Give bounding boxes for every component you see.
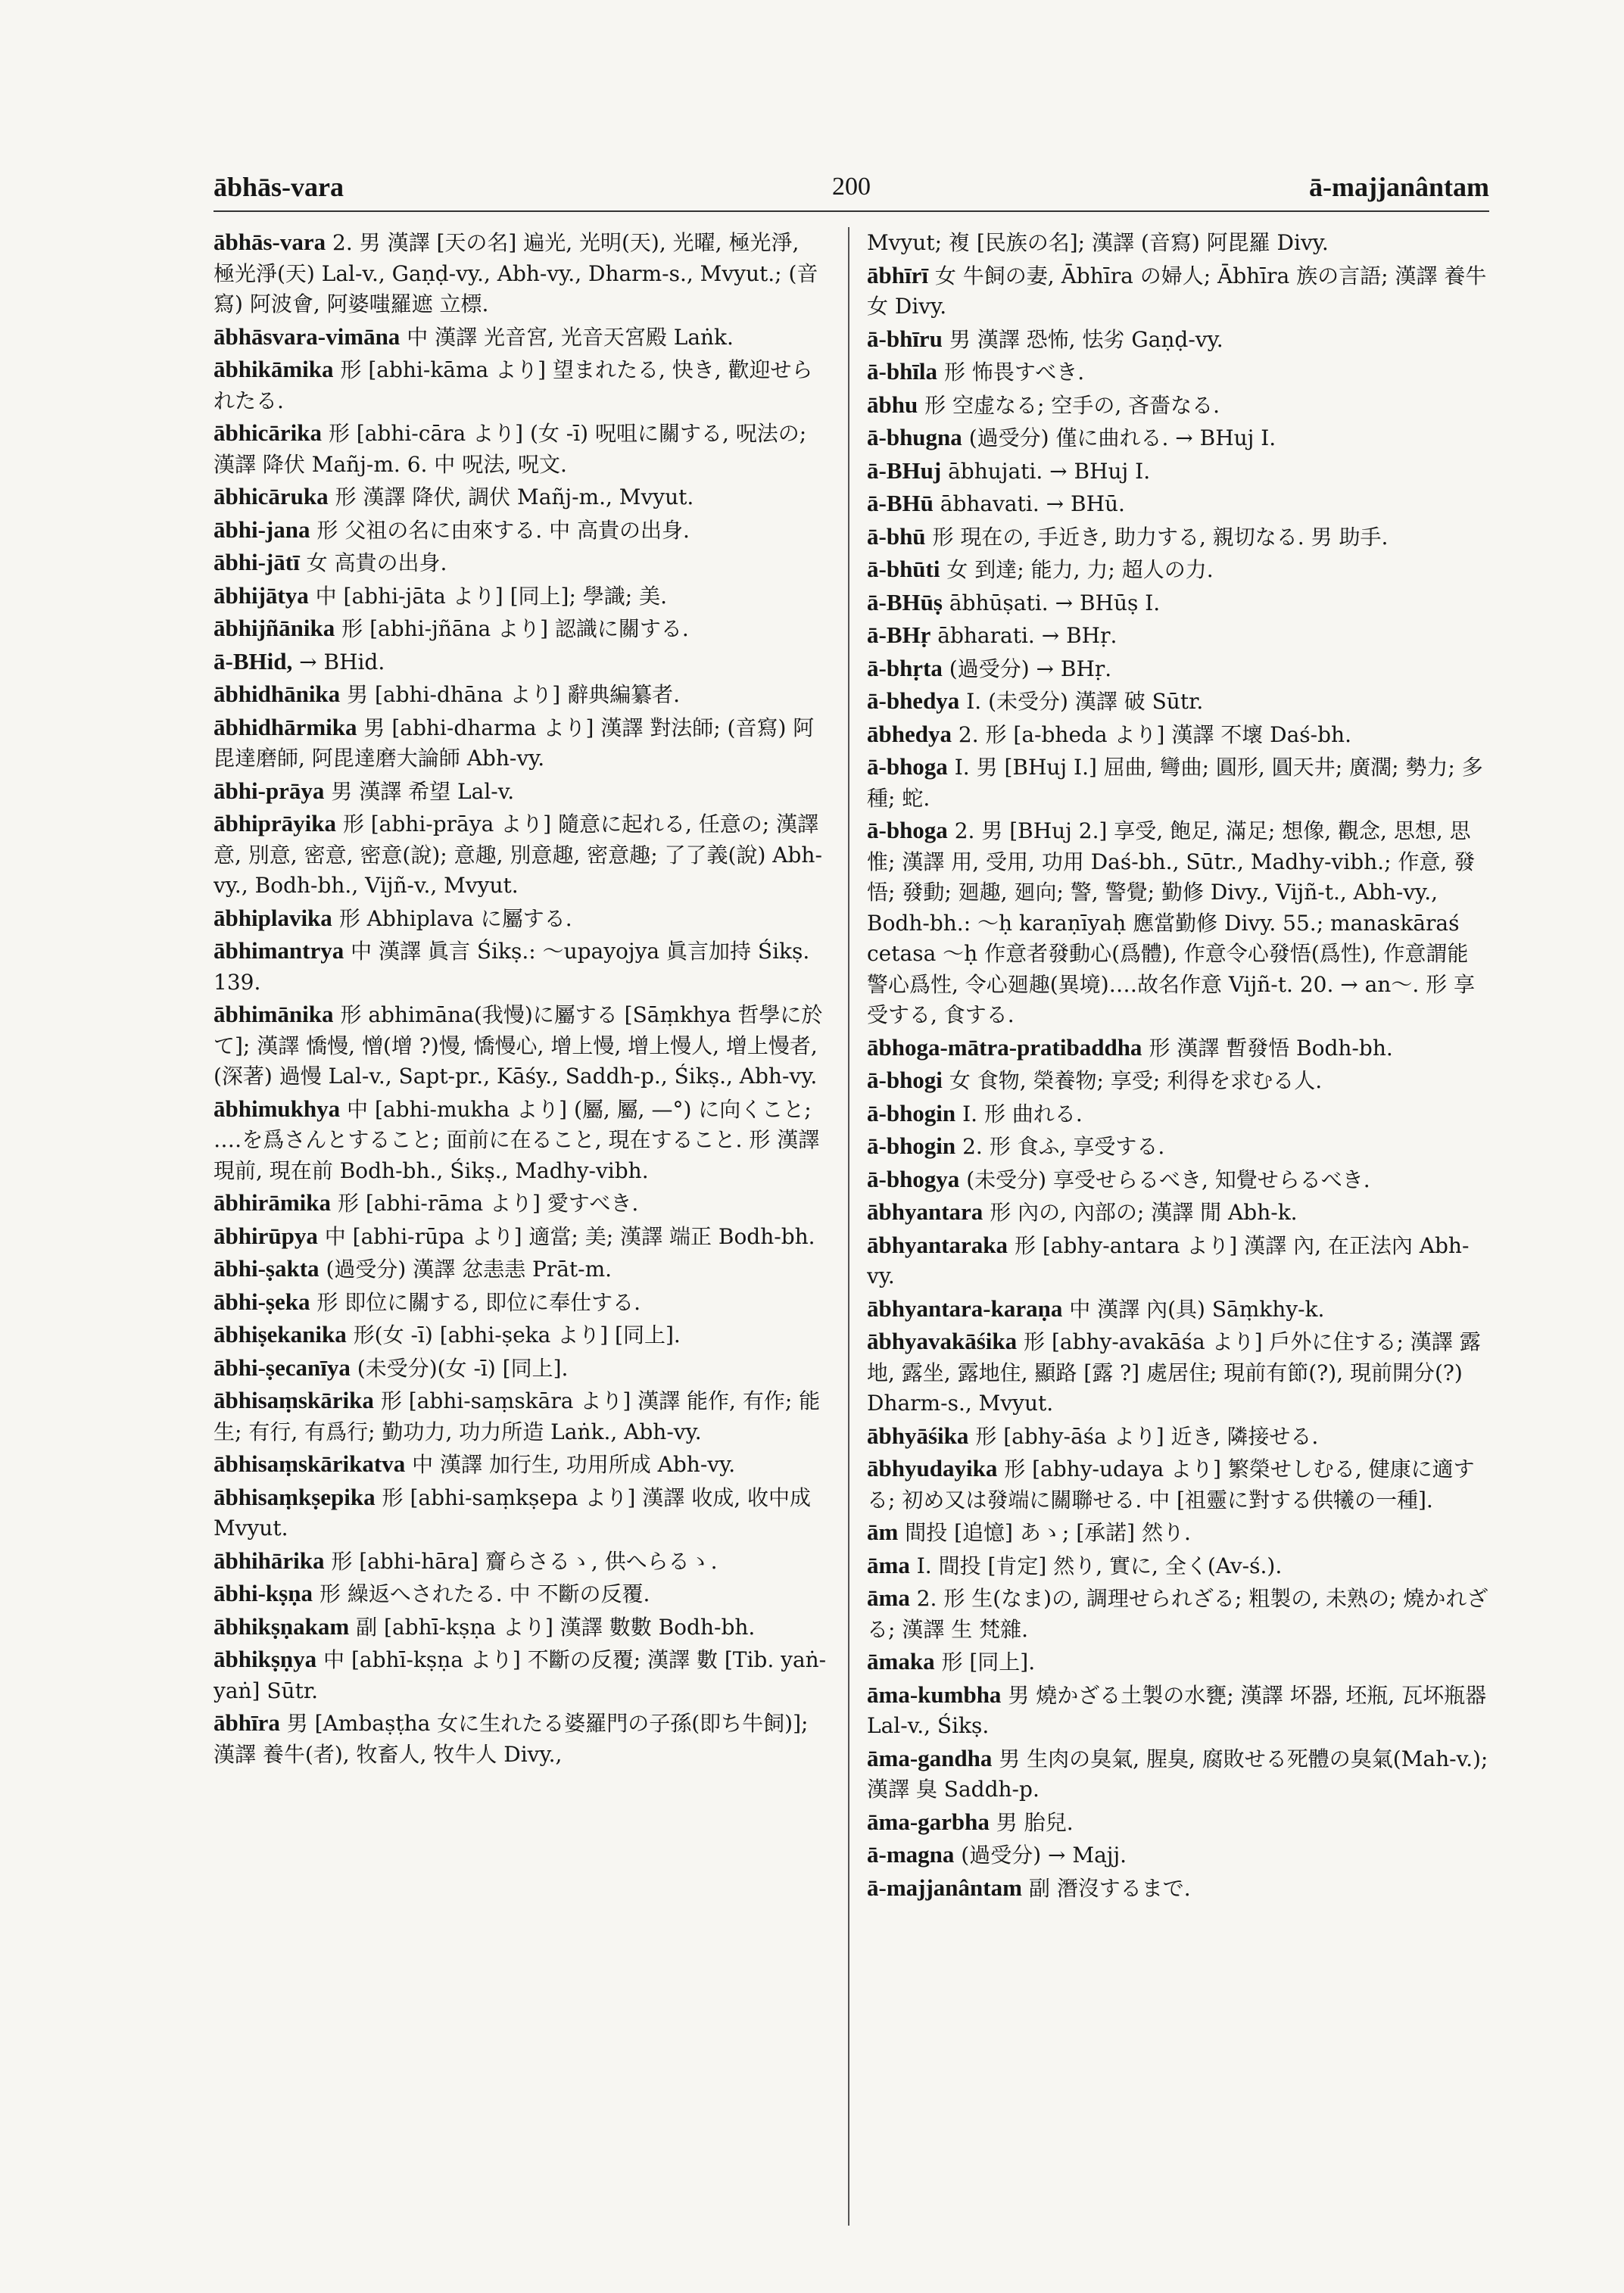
entry-definition: 形 [abhi-saṃkṣepa より] 漢譯 收成, 收中成 Mvyut. [214,1485,812,1541]
entry-headword: ābhikāmika [214,356,334,382]
entry-definition: 形 [abhy-udaya より] 繁榮せしむる, 健康に適する; 初め又は發端に關聯せる. 中 [祖靈に對する供犧の一種]. [867,1456,1475,1513]
entry-definition: 形 [abhi-jñāna より] 認識に關する. [341,616,689,641]
dictionary-entry [867,1230,1489,1292]
entry-headword: ābhihārika [214,1547,325,1574]
dictionary-entry [214,1254,827,1285]
entry-headword: ā-bhīru [867,325,943,352]
entry-definition: 男 燒かざる土製の水甕; 漢譯 坏器, 坯瓶, 瓦坏瓶器 Lal-v., Śikṣ. [867,1682,1487,1738]
dictionary-entry [214,547,827,579]
entry-definition: 副 [abhī-kṣṇa より] 漢譯 數數 Bodh-bh. [356,1614,756,1640]
entry-headword: ā-BHūṣ [867,588,943,615]
dictionary-entry [867,390,1489,422]
dictionary-entry [214,1546,827,1578]
entry-definition: (過受分) → Majj. [961,1843,1127,1868]
entry-definition: 形 [abhy-avakāśa より] 戶外に住する; 漢譯 露地, 露坐, 露地住, 顯路 [露 ?] 處居住; 現前有節(?), 現前開分(?) Dharm-s., Mvyut. [867,1329,1481,1416]
dictionary-entry [867,653,1489,685]
entry-definition: 女 到達; 能力, 力; 超人の力. [946,557,1214,582]
entry-headword: ābhi-kṣṇa [214,1580,313,1606]
entry-headword: ābhisaṃskārika [214,1387,374,1413]
entry-headword: ābhimānika [214,1001,334,1027]
dictionary-entry [214,1612,827,1643]
entry-headword: ābhyantaraka [867,1231,1008,1258]
entry-headword: ābhyudayika [867,1455,998,1481]
entry-headword: ābhidhānika [214,681,341,707]
dictionary-entry [214,418,827,480]
entry-headword: ā-bhīla [867,358,938,385]
entry-definition: Mvyut; 複 [民族の名]; 漢譯 (音寫) 阿毘羅 Divy. [867,230,1329,255]
dictionary-entry [867,587,1489,619]
entry-definition: 2. 形 [a-bheda より] 漢譯 不壞 Daś-bh. [958,721,1351,747]
dictionary-entry [867,422,1489,454]
entry-definition: ābharati. → BHṛ. [937,623,1117,648]
entry-headword: ābhimukhya [214,1095,341,1122]
entry-headword: ābhīra [214,1709,280,1736]
dictionary-entry [214,581,827,612]
entry-headword: ābhisaṃskārikatva [214,1450,406,1477]
entry-definition: ābhujati. → BHuj I. [948,458,1151,484]
entry-headword: āma [867,1551,910,1578]
entry-definition: 形 [abhi-kāma より] 望まれたる, 快き, 歡迎せられたる. [214,357,813,413]
entry-definition: (未受分)(女 -ī) [同上]. [357,1355,569,1381]
entry-headword: ābhijātya [214,581,309,609]
right-guide-word: ā-majjanântam [1309,172,1489,202]
entry-headword: āmaka [867,1648,935,1675]
entry-definition: 中 漢譯 內(具) Sāṃkhy-k. [1069,1296,1325,1322]
entry-headword: ābhedya [867,720,952,747]
dictionary-entry [867,324,1489,356]
dictionary-entry [214,646,827,678]
entry-headword: ābhidhārmika [214,713,357,740]
entry-headword: āma [867,1584,910,1611]
entry-headword: ā-bhogin [867,1099,956,1126]
entry-definition: 形 父祖の名に由來する. 中 高貴の出身. [316,517,690,543]
entry-definition: 中 [abhi-rūpa より] 適當; 美; 漢譯 端正 Bodh-bh. [324,1223,815,1249]
entry-definition: 2. 形 生(なま)の, 調理せられざる; 粗製の, 未熟の; 燒かれざる; 漢譯 生 梵雜. [867,1586,1488,1642]
dictionary-entry [214,1221,827,1253]
dictionary-entry [214,1449,827,1481]
entry-headword: ām [867,1519,899,1545]
entry-headword: ābhyantara [867,1198,983,1225]
dictionary-entry [214,1644,827,1706]
entry-definition: 形 abhimāna(我慢)に屬する [Sāṃkhya 哲學に於て]; 漢譯 憍慢, 憎(增 ?)慢, 憍慢心, 增上慢, 增上慢人, 增上慢者, (深著) 過慢 Lal-v., Sapt-pr., Kāśy., Saddh-p., Śikṣ., Abh-vy. [214,1002,823,1089]
dictionary-entry [867,1294,1489,1326]
entry-definition: 形 繰返へされたる. 中 不斷の反覆. [319,1581,650,1606]
dictionary-entry [867,1873,1489,1905]
dictionary-entry [867,1197,1489,1229]
dictionary-entry [214,1094,827,1187]
entry-definition: 2. 男 漢譯 [天の名] 遍光, 光明(天), 光曜, 極光淨, 極光淨(天) Lal-v., Gaṇḍ-vy., Abh-vy., Dharm-s., Mvyut.; (音寫) 阿波會, 阿婆嗤羅遮 立標. [214,230,818,316]
entry-headword: ābhimantrya [214,937,344,964]
dictionary-entry [867,1065,1489,1097]
entry-headword: ābhicāruka [214,483,329,509]
dictionary-entry [214,322,827,354]
entry-definition: 中 [abhī-kṣṇa より] 不斷の反覆; 漢譯 數 [Tib. yaṅ-yaṅ] Sūtr. [214,1647,827,1703]
entry-headword: ābhi-ṣecanīya [214,1354,351,1381]
entry-headword: ā-BHid, [214,647,293,675]
dictionary-entry [214,903,827,935]
entry-definition: 女 牛飼の妻, Ābhīra の婦人; Ābhīra 族の言語; 漢譯 養牛女 Divy. [867,263,1487,319]
entry-headword: ābhijñānika [214,615,335,641]
page-header [214,168,1489,206]
entry-headword: ābhi-ṣakta [214,1255,320,1282]
entry-definition: 形 現在の, 手近き, 助力する, 親切なる. 男 助手. [932,524,1389,550]
entry-definition: 中 漢譯 光音宮, 光音天宮殿 Laṅk. [407,324,734,350]
entry-headword: ābhikṣṇya [214,1646,317,1672]
entry-definition: 形 [abhi-prāya より] 隨意に起れる, 任意の; 漢譯 意, 別意, 密意, 密意(說); 意趣, 別意趣, 密意趣; 了了義(說) Abh-vy., Bodh-bh., Vijñ-v., Mvyut. [214,812,822,898]
entry-definition: 中 [abhi-jāta より] [同上]; 學識; 美. [315,583,668,609]
right-column [867,227,1489,2226]
entry-definition: 形 [同上]. [941,1650,1036,1675]
dictionary-entry [214,1188,827,1220]
entry-definition: ābhūṣati. → BHūṣ I. [949,590,1161,615]
column-divider [848,227,849,2226]
dictionary-entry [214,776,827,808]
entry-headword: ābhirūpya [214,1222,318,1249]
entry-definition: (過受分) → BHṛ. [949,656,1112,681]
entry-headword: ābhyāśika [867,1422,969,1449]
entry-headword: ābhiprāyika [214,810,336,837]
dictionary-entry [867,1583,1489,1645]
entry-headword: ābhoga-mātra-pratibaddha [867,1033,1142,1061]
dictionary-entry [867,260,1489,322]
dictionary-entry [867,227,1489,259]
dictionary-entry [214,1319,827,1351]
entry-headword: ābhi-prāya [214,777,325,804]
entry-definition: 女 高貴の出身. [306,550,447,575]
dictionary-entry [214,936,827,998]
entry-headword: āma-kumbha [867,1681,1002,1708]
dictionary-entry [867,1647,1489,1678]
dictionary-entry [214,481,827,513]
entry-definition: (未受分) 享受せらるべき, 知覺せらるべき. [966,1167,1370,1192]
entry-definition: I. 間投 [肯定] 然り, 實に, 全く(Av-ś.). [916,1553,1283,1578]
entry-definition: 男 [abhi-dharma より] 漢譯 對法師; (音寫) 阿毘達磨師, 阿毘達磨大論師 Abh-vy. [214,715,815,771]
dictionary-entry [867,1840,1489,1871]
dictionary-entry [214,227,827,320]
entry-headword: ā-BHuj [867,456,942,484]
dictionary-entry [867,1680,1489,1742]
entry-definition: 形 [abhi-saṃskāra より] 漢譯 能作, 有作; 能生; 有行, 有爲行; 勤功力, 功力所造 Laṅk., Abh-vy. [214,1388,821,1444]
entry-headword: āma-gandha [867,1744,993,1771]
dictionary-entry [214,613,827,645]
left-guide-word: ābhās-vara [214,172,344,202]
entry-definition: 中 漢譯 眞言 Śikṣ.: 〜upayojya 眞言加持 Śikṣ. 139. [214,939,810,995]
entry-headword: ābhyavakāśika [867,1328,1018,1354]
dictionary-entry [867,1517,1489,1549]
entry-headword: ābhīrī [867,261,928,288]
entry-definition: 形 內の, 內部の; 漢譯 閒 Abh-k. [990,1200,1298,1225]
dictionary-entry [867,620,1489,652]
dictionary-entry [214,679,827,711]
dictionary-entry [867,1131,1489,1163]
dictionary-entry [214,1482,827,1544]
entry-headword: ābhāsvara-vimāna [214,322,401,350]
entry-definition: → BHid. [299,649,385,675]
entry-definition: 形 [abhi-rāma より] 愛すべき. [337,1191,639,1216]
entry-headword: ābhiplavika [214,904,332,931]
entry-definition: 形 [abhi-cāra より] (女 -ī) 呪咀に關する, 呪法の; 漢譯 降伏 Mañj-m. 6. 中 呪法, 呪文. [214,421,807,477]
entry-headword: ā-bhoga [867,817,948,843]
entry-headword: ābhirāmika [214,1189,332,1216]
entry-headword: ā-BHū [867,490,934,516]
dictionary-entry [867,522,1489,553]
dictionary-entry [214,1578,827,1610]
entry-definition: 形 Abhiplava に屬する. [338,905,572,931]
dictionary-entry [867,686,1489,718]
entry-headword: ābhisaṃkṣepika [214,1483,376,1510]
entry-definition: 形 [abhy-antara より] 漢譯 內, 在正法內 Abh-vy. [867,1232,1470,1288]
dictionary-entry [867,1453,1489,1516]
entry-definition: 2. 形 食ふ, 享受する. [962,1134,1165,1159]
entry-definition: 男 生肉の臭氣, 腥臭, 腐敗せる死體の臭氣(Mah-v.); 漢譯 臭 Saddh-p. [867,1746,1488,1802]
entry-definition: 形(女 -ī) [abhi-ṣeka より] [同上]. [353,1323,681,1347]
dictionary-entry [867,357,1489,388]
entry-headword: ā-bhugna [867,424,962,450]
entry-headword: ā-bhṛta [867,654,943,681]
entry-definition: 女 食物, 榮養物; 享受; 利得を求むる人. [949,1068,1323,1093]
entry-headword: ābhi-ṣeka [214,1288,310,1315]
entry-headword: ābhās-vara [214,229,326,255]
entry-definition: 中 [abhi-mukha より] (屬, 屬, —°) に向くこと; ‥‥を爲さんとすること; 面前に在ること, 現在すること. 形 漢譯 現前, 現在前 Bodh-bh., Śikṣ., Madhy-vibh. [214,1096,820,1183]
dictionary-entry [867,1164,1489,1196]
entry-definition: (過受分) 漢譯 忿恚恚 Prāt-m. [326,1257,613,1282]
dictionary-entry [867,554,1489,586]
dictionary-entry [214,515,827,547]
entry-definition: 形 即位に關する, 即位に奉仕する. [316,1289,641,1315]
dictionary-entry [214,1353,827,1385]
entry-headword: ā-bhū [867,522,926,550]
entry-headword: ā-bhūti [867,556,940,582]
header-rule [214,210,1489,212]
entry-headword: ābhiṣekanika [214,1321,347,1347]
dictionary-entry [214,354,827,416]
left-column [214,227,827,2226]
dictionary-entry [867,1421,1489,1453]
entry-definition: (過受分) 僅に曲れる. → BHuj I. [968,425,1276,450]
entry-definition: I. 形 曲れる. [962,1101,1083,1126]
entry-headword: ābhi-jana [214,516,310,543]
entry-definition: 形 [abhy-āśa より] 近き, 隣接せる. [975,1423,1319,1449]
entry-definition: 中 漢譯 加行生, 功用所成 Abh-vy. [412,1452,736,1477]
entry-headword: ā-bhedya [867,687,960,714]
entry-headword: āma-garbha [867,1808,990,1835]
entry-definition: 2. 男 [BHuj 2.] 享受, 飽足, 滿足; 想像, 觀念, 思想, 思惟; 漢譯 用, 受用, 功用 Daś-bh., Sūtr., Madhy-vibh.; 作意, 發悟; 發動; 廻趣, 廻向; 警, 警覺; 勤修 Divy., Vijñ-t., Abh-vy., Bodh-bh.: 〜ḥ karaṇīyaḥ 應當勤修 Divy. 55.; manaskāraś cetasa 〜ḥ 作意者發動心(爲體), 作意令心發悟(爲性), 作意謂能警心爲性, 令心廻趣(異境)‥‥故名作意 Vijñ-t. 20. → an〜. 形 享受する, 食する. [867,818,1476,1027]
entry-definition: 形 [abhi-hāra] 齎らさるゝ, 供へらるゝ. [331,1548,718,1574]
page-number: 200 [832,173,871,201]
entry-definition: I. (未受分) 漢譯 破 Sūtr. [966,689,1204,714]
dictionary-entry [867,488,1489,520]
entry-definition: 形 空虚なる; 空手の, 吝嗇なる. [924,392,1220,418]
dictionary-entry [867,719,1489,751]
dictionary-entry [214,1708,827,1770]
entry-definition: 男 胎兒. [996,1809,1074,1835]
dictionary-entry [214,1287,827,1319]
dictionary-entry [214,999,827,1092]
entry-definition: 形 漢譯 降伏, 調伏 Mañj-m., Mvyut. [335,484,694,509]
entry-headword: ābhi-jātī [214,549,300,575]
dictionary-entry [867,1098,1489,1130]
dictionary-entry [867,1326,1489,1419]
entry-headword: ā-majjanântam [867,1874,1022,1901]
entry-headword: ā-bhogya [867,1165,960,1192]
entry-headword: ābhu [867,391,918,418]
entry-definition: 形 漢譯 暫發悟 Bodh-bh. [1149,1035,1393,1061]
dictionary-entry [214,1385,827,1447]
entry-definition: 男 [abhi-dhāna より] 辭典編纂者. [347,682,680,707]
entry-definition: 副 潛沒するまで. [1028,1875,1191,1901]
entry-headword: ā-magna [867,1841,955,1868]
entry-headword: ābhikṣṇakam [214,1612,350,1640]
entry-definition: I. 男 [BHuj I.] 屈曲, 彎曲; 圓形, 圓天井; 廣濶; 勢力; 多種; 蛇. [867,755,1483,811]
entry-headword: ābhyantara-karaṇa [867,1294,1063,1322]
dictionary-entry [867,456,1489,488]
dictionary-entry [867,1807,1489,1839]
dictionary-entry [867,1550,1489,1582]
entry-headword: ā-bhogin [867,1132,956,1159]
entry-headword: ābhicārika [214,419,322,446]
entry-headword: ā-bhoga [867,753,948,780]
entry-definition: 間投 [追憶] あゝ; [承諾] 然り. [905,1520,1191,1545]
dictionary-entry [867,752,1489,814]
dictionary-entry [867,815,1489,1031]
entry-definition: 男 漢譯 恐怖, 怯劣 Gaṇḍ-vy. [949,326,1223,352]
entry-headword: ā-BHṛ [867,622,931,648]
entry-headword: ā-bhogi [867,1067,943,1093]
dictionary-entry [214,712,827,774]
dictionary-entry [867,1743,1489,1805]
dictionary-entry [867,1033,1489,1064]
entry-definition: 男 [Ambaṣṭha 女に生れたる婆羅門の子孫(即ち牛飼)]; 漢譯 養牛(者), 牧畜人, 牧牛人 Divy., [214,1711,809,1767]
dictionary-entry [214,808,827,902]
entry-definition: 形 怖畏すべき. [943,360,1085,385]
entry-definition: 男 漢譯 希望 Lal-v. [331,778,515,804]
entry-definition: ābhavati. → BHū. [940,491,1125,516]
